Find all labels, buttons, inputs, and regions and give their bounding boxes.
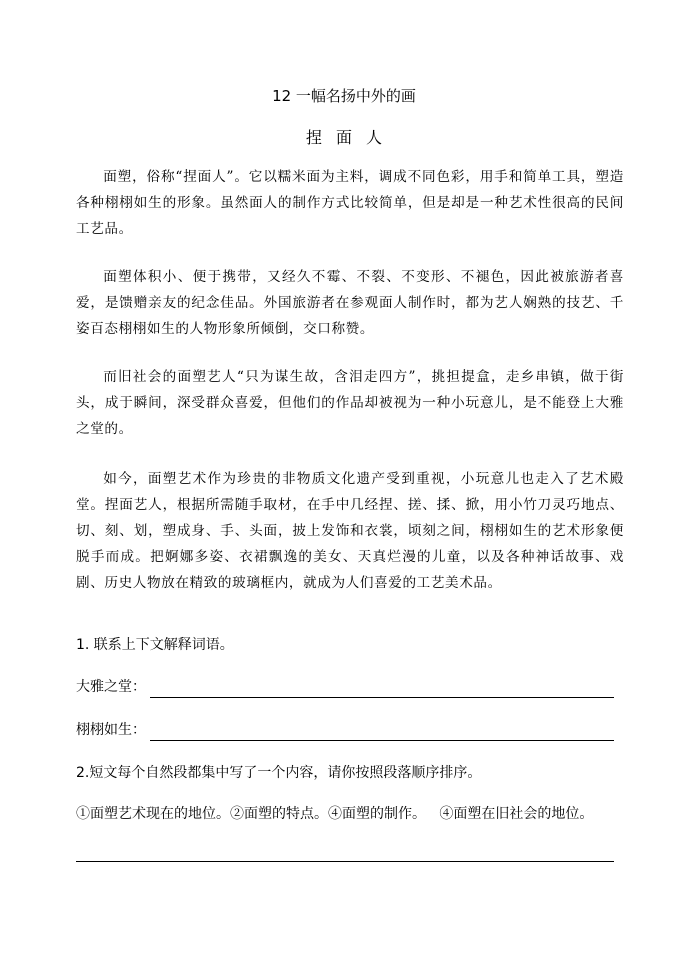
term-label: 栩栩如生： bbox=[76, 722, 146, 738]
article-title: 捏面人 bbox=[305, 128, 396, 147]
answer-line[interactable] bbox=[76, 861, 614, 862]
answer-row-xuxurusheng bbox=[76, 719, 614, 741]
question-2-prompt: 2.短文每个自然段都集中写了一个内容，请你按照段落顺序排序。 bbox=[76, 765, 482, 781]
term-label: 大雅之堂： bbox=[76, 679, 146, 695]
lesson-title: 12 一幅名扬中外的画 bbox=[272, 87, 416, 105]
answer-row-dayazhitang bbox=[76, 676, 614, 698]
paragraph-1: 面塑，俗称“捏面人”。它以糯米面为主料，调成不同色彩，用手和简单工具，塑造各种栩栩如生的形象。虽然面人的制作方式比较简单，但是却是一种艺术性很高的民间工艺品。 bbox=[76, 169, 624, 237]
question-2-options: ①面塑艺术现在的地位。②面塑的特点。④面塑的制作。 ④面塑在旧社会的地位。 bbox=[76, 806, 594, 822]
question-1-prompt: 1. 联系上下文解释词语。 bbox=[76, 637, 234, 653]
paragraph-2: 面塑体积小、便于携带，又经久不霉、不裂、不变形、不褪色，因此被旅游者喜爱，是馈赠亲友的纪念佳品。外国旅游者在参观面人制作时，都为艺人娴熟的技艺、千姿百态栩栩如生的人物形象所倾倒，交口称赞。 bbox=[76, 269, 624, 337]
paragraph-3: 而旧社会的面塑艺人“只为谋生故，含泪走四方”，挑担提盒，走乡串镇，做于街头，成于瞬间，深受群众喜爱，但他们的作品却被视为一种小玩意儿，是不能登上大雅之堂的。 bbox=[76, 369, 624, 437]
paragraph-4: 如今，面塑艺术作为珍贵的非物质文化遗产受到重视，小玩意儿也走入了艺术殿堂。捏面艺人，根据所需随手取材，在手中几经捏、搓、揉、掀，用小竹刀灵巧地点、切、刻、划，塑成身、手、头面，披上发饰和衣裳，顷刻之间，栩栩如生的艺术形象便脱手而成。把婀娜多姿、衣裙飘逸的美女、天真烂漫的儿童，以及各种神话故事、戏剧、历史人物放在精致的玻璃框内，就成为人们喜爱的工艺美术品。 bbox=[76, 471, 624, 591]
answer-blank[interactable] bbox=[150, 722, 614, 741]
answer-blank[interactable] bbox=[150, 679, 614, 698]
